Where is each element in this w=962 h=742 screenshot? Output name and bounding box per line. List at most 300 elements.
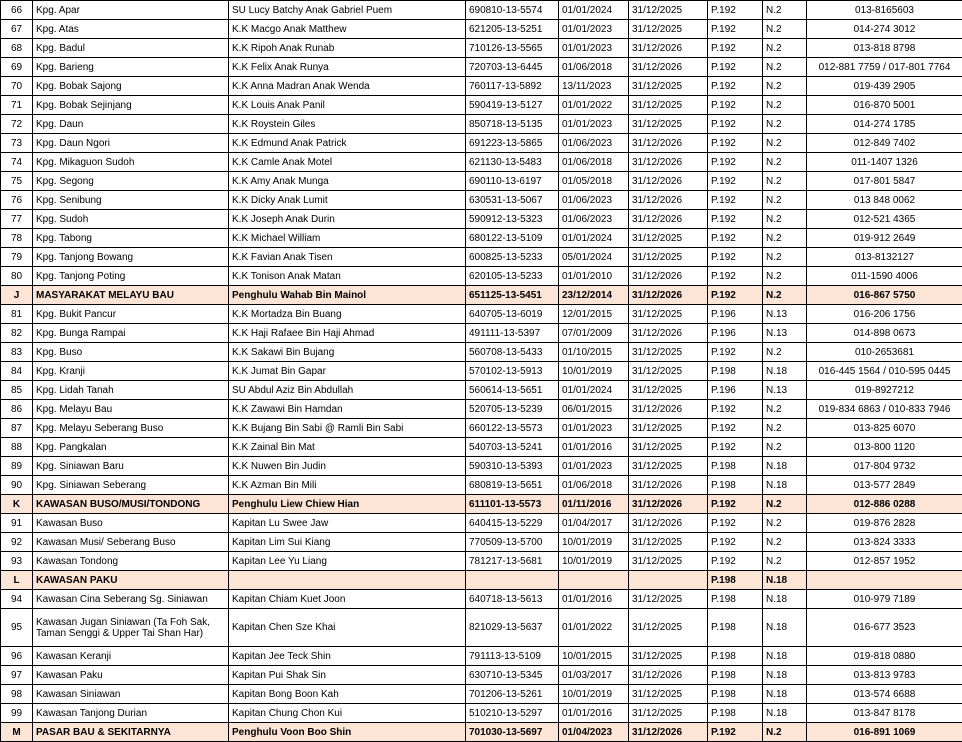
phone-number: 012-521 4365	[807, 210, 962, 229]
parliament-code: P.198	[708, 476, 763, 495]
leader-name: Kapitan Lu Swee Jaw	[229, 514, 466, 533]
place-name: Kawasan Cina Seberang Sg. Siniawan	[33, 590, 229, 609]
place-name: Kpg. Segong	[33, 172, 229, 191]
leader-name: Kapitan Jee Teck Shin	[229, 647, 466, 666]
leader-name: K.K Tonison Anak Matan	[229, 267, 466, 286]
parliament-code: P.198	[708, 457, 763, 476]
leader-name: Kapitan Pui Shak Sin	[229, 666, 466, 685]
dun-code: N.2	[763, 153, 807, 172]
dun-code: N.2	[763, 229, 807, 248]
place-name: Kpg. Daun	[33, 115, 229, 134]
end-date: 31/12/2025	[629, 77, 708, 96]
parliament-code: P.192	[708, 533, 763, 552]
phone-number: 013-818 8798	[807, 39, 962, 58]
place-name: Kawasan Musi/ Seberang Buso	[33, 533, 229, 552]
row-number: K	[1, 495, 33, 514]
row-number: 94	[1, 590, 33, 609]
table-row	[1, 191, 962, 210]
phone-number: 019-818 0880	[807, 647, 962, 666]
place-name: Kpg. Tanjong Bowang	[33, 248, 229, 267]
row-number: 83	[1, 343, 33, 362]
start-date: 01/01/2023	[559, 115, 629, 134]
ic-number: 510210-13-5297	[466, 704, 559, 723]
end-date: 31/12/2025	[629, 685, 708, 704]
ic-number: 640718-13-5613	[466, 590, 559, 609]
start-date: 10/01/2019	[559, 685, 629, 704]
start-date: 01/04/2017	[559, 514, 629, 533]
end-date: 31/12/2025	[629, 96, 708, 115]
table-body	[1, 1, 962, 742]
start-date	[559, 571, 629, 590]
dun-code: N.18	[763, 590, 807, 609]
start-date: 01/01/2016	[559, 704, 629, 723]
end-date: 31/12/2026	[629, 324, 708, 343]
place-name: Kpg. Pangkalan	[33, 438, 229, 457]
ic-number: 611101-13-5573	[466, 495, 559, 514]
table-row	[1, 305, 962, 324]
start-date: 01/01/2023	[559, 39, 629, 58]
section-header-row	[1, 286, 962, 305]
phone-number: 014-274 3012	[807, 20, 962, 39]
phone-number: 016-445 1564 / 010-595 0445	[807, 362, 962, 381]
ic-number: 640415-13-5229	[466, 514, 559, 533]
phone-number: 010-979 7189	[807, 590, 962, 609]
leader-name: Penghulu Voon Boo Shin	[229, 723, 466, 742]
end-date: 31/12/2026	[629, 39, 708, 58]
place-name: Kpg. Siniawan Seberang	[33, 476, 229, 495]
end-date: 31/12/2026	[629, 210, 708, 229]
end-date: 31/12/2025	[629, 305, 708, 324]
ic-number: 791113-13-5109	[466, 647, 559, 666]
leader-name: K.K Nuwen Bin Judin	[229, 457, 466, 476]
end-date: 31/12/2026	[629, 153, 708, 172]
table-row	[1, 590, 962, 609]
table-row	[1, 419, 962, 438]
place-name: PASAR BAU & SEKITARNYA	[33, 723, 229, 742]
place-name: Kpg. Melayu Bau	[33, 400, 229, 419]
start-date: 05/01/2024	[559, 248, 629, 267]
dun-code: N.2	[763, 20, 807, 39]
ic-number: 491111-13-5397	[466, 324, 559, 343]
start-date: 12/01/2015	[559, 305, 629, 324]
place-name: Kpg. Lidah Tanah	[33, 381, 229, 400]
place-name: MASYARAKAT MELAYU BAU	[33, 286, 229, 305]
table-row	[1, 96, 962, 115]
place-name: Kpg. Buso	[33, 343, 229, 362]
dun-code: N.2	[763, 96, 807, 115]
phone-number: 019-834 6863 / 010-833 7946	[807, 400, 962, 419]
place-name: Kawasan Buso	[33, 514, 229, 533]
leader-name: Kapitan Bong Boon Kah	[229, 685, 466, 704]
phone-number: 010-2653681	[807, 343, 962, 362]
row-number: M	[1, 723, 33, 742]
parliament-code: P.192	[708, 172, 763, 191]
parliament-code: P.192	[708, 552, 763, 571]
parliament-code: P.198	[708, 666, 763, 685]
row-number: 78	[1, 229, 33, 248]
leader-name: K.K Favian Anak Tisen	[229, 248, 466, 267]
row-number: 98	[1, 685, 33, 704]
dun-code: N.18	[763, 685, 807, 704]
leader-name: K.K Bujang Bin Sabi @ Ramli Bin Sabi	[229, 419, 466, 438]
dun-code: N.18	[763, 362, 807, 381]
phone-number: 012-886 0288	[807, 495, 962, 514]
table-row	[1, 248, 962, 267]
ic-number: 540703-13-5241	[466, 438, 559, 457]
dun-code: N.2	[763, 400, 807, 419]
parliament-code: P.192	[708, 267, 763, 286]
ic-number: 680122-13-5109	[466, 229, 559, 248]
parliament-code: P.192	[708, 1, 763, 20]
dun-code: N.2	[763, 115, 807, 134]
end-date: 31/12/2026	[629, 172, 708, 191]
table-row	[1, 20, 962, 39]
phone-number: 014-274 1785	[807, 115, 962, 134]
row-number: 71	[1, 96, 33, 115]
leader-name: Kapitan Lee Yu Liang	[229, 552, 466, 571]
parliament-code: P.198	[708, 647, 763, 666]
place-name: Kpg. Daun Ngori	[33, 134, 229, 153]
phone-number: 014-898 0673	[807, 324, 962, 343]
start-date: 01/01/2022	[559, 609, 629, 647]
end-date: 31/12/2025	[629, 1, 708, 20]
row-number: 88	[1, 438, 33, 457]
end-date: 31/12/2025	[629, 647, 708, 666]
parliament-code: P.192	[708, 286, 763, 305]
start-date: 01/01/2023	[559, 419, 629, 438]
leader-name: K.K Roystein Giles	[229, 115, 466, 134]
place-name: Kawasan Siniawan	[33, 685, 229, 704]
ic-number	[466, 571, 559, 590]
parliament-code: P.192	[708, 495, 763, 514]
start-date: 01/05/2018	[559, 172, 629, 191]
leader-name: K.K Edmund Anak Patrick	[229, 134, 466, 153]
row-number: 97	[1, 666, 33, 685]
ic-number: 720703-13-6445	[466, 58, 559, 77]
table-row	[1, 533, 962, 552]
row-number: 70	[1, 77, 33, 96]
table-row	[1, 324, 962, 343]
leader-name: SU Abdul Aziz Bin Abdullah	[229, 381, 466, 400]
parliament-code: P.192	[708, 20, 763, 39]
start-date: 10/01/2019	[559, 533, 629, 552]
parliament-code: P.192	[708, 229, 763, 248]
leader-name: K.K Michael William	[229, 229, 466, 248]
ic-number: 600825-13-5233	[466, 248, 559, 267]
parliament-code: P.192	[708, 134, 763, 153]
parliament-code: P.192	[708, 248, 763, 267]
row-number: 86	[1, 400, 33, 419]
place-name: Kpg. Siniawan Baru	[33, 457, 229, 476]
dun-code: N.13	[763, 324, 807, 343]
row-number: 85	[1, 381, 33, 400]
start-date: 07/01/2009	[559, 324, 629, 343]
table-row	[1, 210, 962, 229]
ic-number: 590419-13-5127	[466, 96, 559, 115]
end-date: 31/12/2025	[629, 362, 708, 381]
row-number: 87	[1, 419, 33, 438]
table-row	[1, 115, 962, 134]
dun-code: N.2	[763, 39, 807, 58]
parliament-code: P.192	[708, 115, 763, 134]
ic-number: 690110-13-6197	[466, 172, 559, 191]
phone-number: 013-813 9783	[807, 666, 962, 685]
dun-code: N.2	[763, 58, 807, 77]
table-row	[1, 685, 962, 704]
table-row	[1, 1, 962, 20]
leader-name: Penghulu Wahab Bin Mainol	[229, 286, 466, 305]
end-date: 31/12/2025	[629, 248, 708, 267]
start-date: 01/04/2023	[559, 723, 629, 742]
leader-name: K.K Azman Bin Mili	[229, 476, 466, 495]
leader-name: K.K Joseph Anak Durin	[229, 210, 466, 229]
table-row	[1, 362, 962, 381]
dun-code: N.13	[763, 305, 807, 324]
start-date: 01/01/2022	[559, 96, 629, 115]
place-name: Kawasan Tondong	[33, 552, 229, 571]
leader-name: K.K Amy Anak Munga	[229, 172, 466, 191]
row-number: 79	[1, 248, 33, 267]
ic-number: 821029-13-5637	[466, 609, 559, 647]
place-name: Kpg. Senibung	[33, 191, 229, 210]
phone-number: 016-206 1756	[807, 305, 962, 324]
ic-number: 640705-13-6019	[466, 305, 559, 324]
phone-number: 016-891 1069	[807, 723, 962, 742]
place-name: Kpg. Tabong	[33, 229, 229, 248]
phone-number: 013-825 6070	[807, 419, 962, 438]
dun-code: N.2	[763, 1, 807, 20]
start-date: 01/01/2016	[559, 590, 629, 609]
start-date: 01/01/2023	[559, 20, 629, 39]
table-row	[1, 438, 962, 457]
start-date: 01/01/2024	[559, 1, 629, 20]
ic-number: 560614-13-5651	[466, 381, 559, 400]
leader-name: K.K Haji Rafaee Bin Haji Ahmad	[229, 324, 466, 343]
end-date: 31/12/2025	[629, 457, 708, 476]
dun-code: N.2	[763, 343, 807, 362]
dun-code: N.18	[763, 647, 807, 666]
phone-number: 016-867 5750	[807, 286, 962, 305]
phone-number: 017-801 5847	[807, 172, 962, 191]
row-number: 90	[1, 476, 33, 495]
dun-code: N.18	[763, 476, 807, 495]
place-name: Kawasan Paku	[33, 666, 229, 685]
dun-code: N.2	[763, 419, 807, 438]
ic-number: 520705-13-5239	[466, 400, 559, 419]
end-date: 31/12/2025	[629, 438, 708, 457]
dun-code: N.13	[763, 381, 807, 400]
ic-number: 701030-13-5697	[466, 723, 559, 742]
ic-number: 660122-13-5573	[466, 419, 559, 438]
phone-number: 019-876 2828	[807, 514, 962, 533]
row-number: 66	[1, 1, 33, 20]
dun-code: N.2	[763, 495, 807, 514]
end-date: 31/12/2026	[629, 723, 708, 742]
ic-number: 651125-13-5451	[466, 286, 559, 305]
table-row	[1, 381, 962, 400]
parliament-code: P.192	[708, 438, 763, 457]
ic-number: 710126-13-5565	[466, 39, 559, 58]
dun-code: N.18	[763, 666, 807, 685]
parliament-code: P.198	[708, 362, 763, 381]
leader-name: K.K Jumat Bin Gapar	[229, 362, 466, 381]
end-date: 31/12/2026	[629, 286, 708, 305]
row-number: 80	[1, 267, 33, 286]
phone-number: 016-870 5001	[807, 96, 962, 115]
end-date: 31/12/2026	[629, 191, 708, 210]
leader-name: Kapitan Lim Sui Kiang	[229, 533, 466, 552]
row-number: 93	[1, 552, 33, 571]
table-row	[1, 457, 962, 476]
parliament-code: P.198	[708, 685, 763, 704]
table-row	[1, 58, 962, 77]
end-date: 31/12/2026	[629, 134, 708, 153]
leader-name: K.K Zainal Bin Mat	[229, 438, 466, 457]
start-date: 06/01/2015	[559, 400, 629, 419]
leader-name: Penghulu Liew Chiew Hian	[229, 495, 466, 514]
end-date: 31/12/2025	[629, 343, 708, 362]
end-date: 31/12/2025	[629, 419, 708, 438]
place-name: Kpg. Badul	[33, 39, 229, 58]
start-date: 01/01/2023	[559, 457, 629, 476]
dun-code: N.2	[763, 267, 807, 286]
end-date	[629, 571, 708, 590]
row-number: 91	[1, 514, 33, 533]
row-number: 96	[1, 647, 33, 666]
row-number: L	[1, 571, 33, 590]
ic-number: 850718-13-5135	[466, 115, 559, 134]
end-date: 31/12/2025	[629, 704, 708, 723]
parliament-code: P.198	[708, 609, 763, 647]
parliament-code: P.196	[708, 381, 763, 400]
start-date: 01/01/2010	[559, 267, 629, 286]
table-row	[1, 666, 962, 685]
phone-number: 012-849 7402	[807, 134, 962, 153]
phone-number: 017-804 9732	[807, 457, 962, 476]
dun-code: N.2	[763, 77, 807, 96]
leader-name	[229, 571, 466, 590]
start-date: 13/11/2023	[559, 77, 629, 96]
phone-number: 019-439 2905	[807, 77, 962, 96]
parliament-code: P.192	[708, 419, 763, 438]
parliament-code: P.198	[708, 571, 763, 590]
parliament-code: P.192	[708, 191, 763, 210]
section-header-row	[1, 723, 962, 742]
phone-number: 013-8165603	[807, 1, 962, 20]
table-row	[1, 704, 962, 723]
row-number: 99	[1, 704, 33, 723]
row-number: 68	[1, 39, 33, 58]
start-date: 23/12/2014	[559, 286, 629, 305]
parliament-code: P.192	[708, 58, 763, 77]
end-date: 31/12/2025	[629, 20, 708, 39]
place-name: Kawasan Jugan Siniawan (Ta Foh Sak, Taman Senggi & Upper Tai Shan Har)	[33, 609, 229, 647]
end-date: 31/12/2026	[629, 267, 708, 286]
phone-number: 012-857 1952	[807, 552, 962, 571]
leader-name: K.K Sakawi Bin Bujang	[229, 343, 466, 362]
table-row	[1, 153, 962, 172]
table-row	[1, 400, 962, 419]
place-name: Kpg. Bukit Pancur	[33, 305, 229, 324]
ic-number: 570102-13-5913	[466, 362, 559, 381]
dun-code: N.2	[763, 552, 807, 571]
parliament-code: P.192	[708, 400, 763, 419]
ic-number: 560708-13-5433	[466, 343, 559, 362]
start-date: 10/01/2019	[559, 552, 629, 571]
place-name: Kawasan Keranji	[33, 647, 229, 666]
phone-number: 019-912 2649	[807, 229, 962, 248]
place-name: Kawasan Tanjong Durian	[33, 704, 229, 723]
end-date: 31/12/2026	[629, 495, 708, 514]
parliament-code: P.198	[708, 590, 763, 609]
row-number: 75	[1, 172, 33, 191]
dun-code: N.2	[763, 210, 807, 229]
place-name: Kpg. Apar	[33, 1, 229, 20]
dun-code: N.18	[763, 571, 807, 590]
phone-number: 011-1407 1326	[807, 153, 962, 172]
leader-name: K.K Louis Anak Panil	[229, 96, 466, 115]
phone-number: 013 848 0062	[807, 191, 962, 210]
place-name: Kpg. Bunga Rampai	[33, 324, 229, 343]
dun-code: N.2	[763, 134, 807, 153]
place-name: KAWASAN PAKU	[33, 571, 229, 590]
ic-number: 770509-13-5700	[466, 533, 559, 552]
leader-name: K.K Anna Madran Anak Wenda	[229, 77, 466, 96]
row-number: 73	[1, 134, 33, 153]
row-number: J	[1, 286, 33, 305]
phone-number: 013-800 1120	[807, 438, 962, 457]
phone-number: 013-577 2849	[807, 476, 962, 495]
parliament-code: P.192	[708, 723, 763, 742]
row-number: 76	[1, 191, 33, 210]
leader-name: SU Lucy Batchy Anak Gabriel Puem	[229, 1, 466, 20]
table-row	[1, 514, 962, 533]
ic-number: 621205-13-5251	[466, 20, 559, 39]
end-date: 31/12/2025	[629, 609, 708, 647]
dun-code: N.2	[763, 514, 807, 533]
ic-number: 691223-13-5865	[466, 134, 559, 153]
dun-code: N.2	[763, 286, 807, 305]
start-date: 10/01/2019	[559, 362, 629, 381]
row-number: 81	[1, 305, 33, 324]
end-date: 31/12/2026	[629, 58, 708, 77]
place-name: KAWASAN BUSO/MUSI/TONDONG	[33, 495, 229, 514]
parliament-code: P.198	[708, 704, 763, 723]
dun-code: N.2	[763, 723, 807, 742]
row-number: 84	[1, 362, 33, 381]
end-date: 31/12/2026	[629, 514, 708, 533]
ic-number: 701206-13-5261	[466, 685, 559, 704]
parliament-code: P.196	[708, 324, 763, 343]
ic-number: 590310-13-5393	[466, 457, 559, 476]
row-number: 74	[1, 153, 33, 172]
table-row	[1, 476, 962, 495]
leader-name: Kapitan Chen Sze Khai	[229, 609, 466, 647]
start-date: 01/06/2018	[559, 476, 629, 495]
start-date: 01/06/2023	[559, 191, 629, 210]
phone-number: 011-1590 4006	[807, 267, 962, 286]
place-name: Kpg. Bobak Sejinjang	[33, 96, 229, 115]
leader-name: Kapitan Chung Chon Kui	[229, 704, 466, 723]
place-name: Kpg. Sudoh	[33, 210, 229, 229]
parliament-code: P.192	[708, 77, 763, 96]
parliament-code: P.196	[708, 305, 763, 324]
phone-number	[807, 571, 962, 590]
dun-code: N.2	[763, 533, 807, 552]
leader-name: K.K Dicky Anak Lumit	[229, 191, 466, 210]
place-name: Kpg. Tanjong Poting	[33, 267, 229, 286]
parliament-code: P.192	[708, 514, 763, 533]
